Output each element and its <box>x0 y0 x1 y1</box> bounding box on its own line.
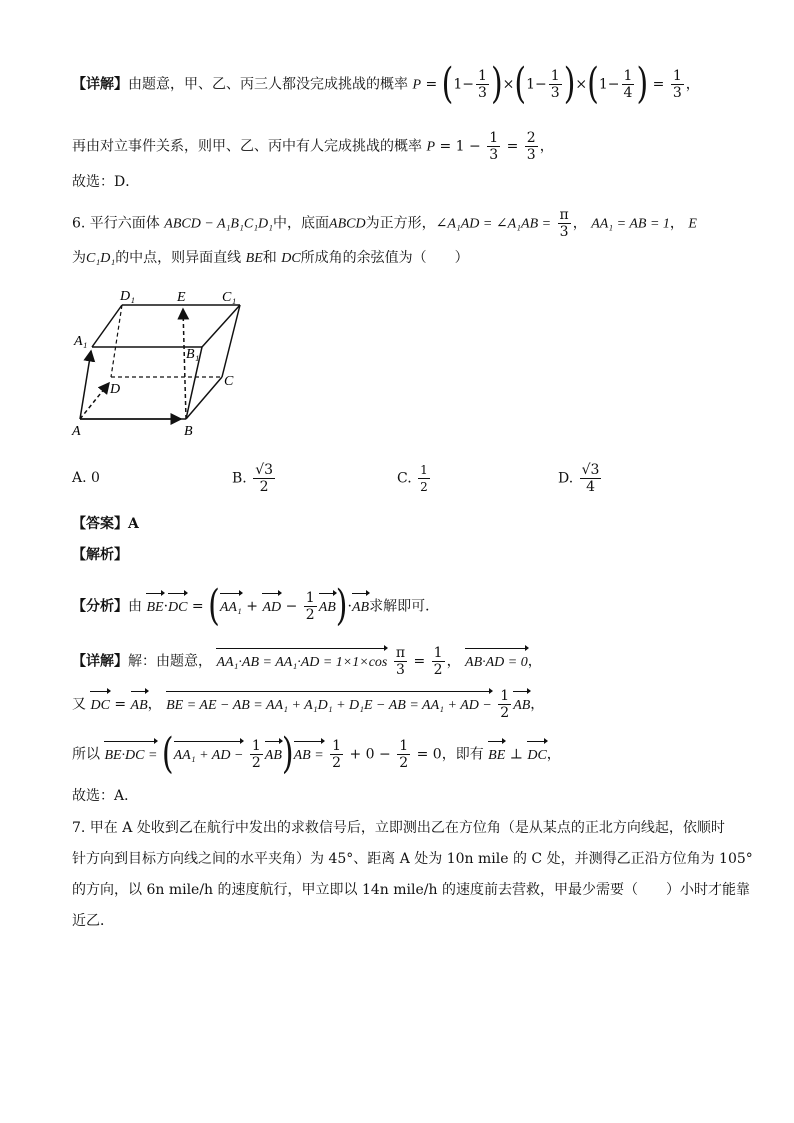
vec: BE <box>146 592 163 618</box>
label-e: E <box>177 290 186 305</box>
text: 6. 平行六面体 <box>72 215 160 232</box>
paren: ( <box>161 729 174 779</box>
detail-tag: 【详解】 <box>72 76 128 93</box>
fraction <box>330 738 343 771</box>
fraction <box>476 68 489 101</box>
num: 1 <box>453 76 463 93</box>
text: 所成角的余弦值为（ ） <box>300 250 469 266</box>
text: 中，底面 <box>273 215 330 232</box>
label-c1: C₁ <box>222 290 237 305</box>
q7-line-2: 针方向到目标方向线之间的水平夹角）为 45°、距离 A 处为 10n mile 的 C 处，并测得乙正沿方位角为 105° <box>72 851 753 867</box>
expr: = 0 <box>416 746 442 763</box>
vec: AB <box>352 592 369 618</box>
denominator: 3 <box>478 85 487 101</box>
numerator: 1 <box>399 738 409 754</box>
minus: − <box>462 76 475 93</box>
solution-line-2 <box>72 130 554 163</box>
expr: BE·DC = <box>104 740 157 766</box>
label-b: B <box>184 424 193 439</box>
vec: AB <box>131 690 148 716</box>
paren: ( <box>514 59 527 109</box>
detail-line-2 <box>72 688 544 721</box>
fraction <box>418 462 430 495</box>
detail-line-1 <box>72 645 542 678</box>
expr: BE = AE − AB = AA₁ + A₁D₁ + D₁E − AB = AA₁ + AD − <box>166 690 492 716</box>
comma: ， <box>539 138 554 155</box>
text: 为 <box>72 250 86 266</box>
label-d1: D₁ <box>120 289 135 304</box>
paren: ) <box>490 59 503 109</box>
numerator: π <box>559 207 569 223</box>
label: C. <box>397 470 412 487</box>
eq: = <box>191 598 204 615</box>
label-c: C <box>224 374 234 389</box>
numerator: 1 <box>305 590 315 606</box>
paren: ) <box>636 59 649 109</box>
denominator: 2 <box>305 607 315 623</box>
times: × <box>575 76 588 93</box>
tag: 【分析】 <box>72 598 128 615</box>
dot: · <box>347 598 352 615</box>
fraction <box>487 130 500 163</box>
label-b1: B₁ <box>186 347 200 362</box>
numerator: π <box>395 645 406 661</box>
paren: ) <box>281 729 294 779</box>
fraction <box>394 645 407 678</box>
vector-be <box>183 309 186 419</box>
paren: ( <box>441 59 454 109</box>
fraction <box>580 462 602 495</box>
numerator: 1 <box>550 68 560 84</box>
paren: ( <box>587 59 599 109</box>
tag: 【详解】 <box>72 653 128 670</box>
q7-line-4: 近乙． <box>72 913 114 929</box>
paren: ) <box>563 59 576 109</box>
vec: AA₁ <box>220 592 242 618</box>
eq: = <box>425 76 438 93</box>
comma: ， <box>530 696 545 713</box>
numerator: 1 <box>500 688 510 704</box>
denominator: 2 <box>399 755 409 771</box>
choose-d: 故选：D． <box>72 174 140 190</box>
fraction <box>304 590 317 623</box>
vec: AB <box>513 690 530 716</box>
denominator: 2 <box>332 755 342 771</box>
fraction <box>671 68 684 101</box>
eq: = <box>506 138 519 155</box>
hidden-edge <box>111 305 122 377</box>
choose-a: 故选：A． <box>72 788 139 804</box>
label: B. <box>232 470 247 487</box>
minus: − <box>285 598 298 615</box>
analysis-line <box>72 581 440 631</box>
plus: + <box>246 598 258 615</box>
expr: + 0 − <box>349 746 391 763</box>
option-b[interactable] <box>232 462 277 495</box>
vec: AB <box>265 740 282 766</box>
vec: AB <box>319 592 336 618</box>
perp: ⊥ <box>509 746 523 763</box>
comma: ， <box>572 215 587 232</box>
expr: AA₁ + AD − <box>174 740 244 766</box>
numerator: 2 <box>526 130 536 146</box>
vec: DC <box>90 690 109 716</box>
denominator: 2 <box>251 755 261 771</box>
fraction <box>622 68 635 101</box>
answer-line: 【答案】A <box>72 516 139 532</box>
text: 所以 <box>72 746 100 763</box>
comma: ， <box>685 76 700 93</box>
label-d: D <box>110 382 121 397</box>
vec: AD <box>262 592 281 618</box>
comma: ， <box>527 653 542 670</box>
angle-expr: ∠A₁AD = ∠A₁AB = <box>435 216 552 232</box>
label: D. <box>558 470 574 487</box>
num: 1 <box>526 76 536 93</box>
fraction <box>397 738 410 771</box>
line-dc: DC <box>281 251 301 266</box>
denominator: 4 <box>623 85 633 101</box>
parallelepiped-figure <box>62 285 262 445</box>
segment: C₁D₁ <box>86 251 116 266</box>
text: 求解即可． <box>369 598 440 615</box>
fraction <box>432 645 445 678</box>
label-a: A <box>72 424 81 439</box>
numerator: 1 <box>420 463 428 477</box>
text: 由题意，甲、乙、丙三人都没完成挑战的概率 <box>128 76 408 93</box>
numerator: 1 <box>623 68 633 84</box>
numerator: 1 <box>251 738 261 754</box>
eq: = <box>114 696 127 713</box>
vec: AB = <box>294 740 324 766</box>
option-d[interactable] <box>558 462 603 495</box>
denominator: 2 <box>433 662 443 678</box>
expr: AA₁·AB = AA₁·AD = 1×1×cos <box>216 647 387 673</box>
numerator: √3 <box>581 462 600 478</box>
expr: AB·AD = 0 <box>465 647 528 673</box>
fraction <box>253 462 275 495</box>
var-p: P <box>412 77 422 93</box>
fraction <box>498 688 511 721</box>
solid-name: ABCD − A₁B₁C₁D₁ <box>164 216 274 232</box>
text: 和 <box>262 250 277 266</box>
point-e: E <box>688 216 697 232</box>
fraction <box>558 207 571 240</box>
denominator: 3 <box>550 85 560 101</box>
text: ，即有 <box>441 746 484 763</box>
fraction <box>250 738 263 771</box>
comma: ， <box>446 653 461 670</box>
vec: BE <box>488 740 505 766</box>
numerator: 1 <box>478 68 487 84</box>
text: 再由对立事件关系，则甲、乙、丙中有人完成挑战的概率 <box>72 138 422 155</box>
num: 1 <box>598 76 608 93</box>
denominator: 2 <box>259 479 269 495</box>
comma: ， <box>669 215 684 232</box>
numerator: 1 <box>672 68 682 84</box>
text: 由 <box>128 598 142 615</box>
denominator: 2 <box>500 705 510 721</box>
fraction <box>549 68 562 101</box>
denominator: 3 <box>395 662 405 678</box>
denominator: 4 <box>586 479 596 495</box>
minus: − <box>535 76 547 93</box>
denominator: 2 <box>420 480 428 494</box>
length-expr: AA₁ = AB = 1 <box>591 216 670 232</box>
text: 解：由题意， <box>128 653 212 670</box>
fraction <box>525 130 538 163</box>
numerator: 1 <box>489 130 499 146</box>
vec: DC <box>527 740 546 766</box>
text: 为正方形， <box>365 215 436 232</box>
edge <box>92 305 122 347</box>
option-c[interactable] <box>397 462 432 495</box>
times: × <box>502 76 515 93</box>
q7-line-1: 7. 甲在 A 处收到乙在航行中发出的求救信号后，立即测出乙在方位角（是从某点的正北方向线起，依顺时 <box>72 820 725 836</box>
numerator: 1 <box>332 738 342 754</box>
denominator: 3 <box>559 224 569 240</box>
paren: ( <box>208 581 220 631</box>
paren: ) <box>335 581 348 631</box>
line-be: BE <box>245 251 263 266</box>
text: 的中点，则异面直线 <box>115 250 242 266</box>
denominator: 3 <box>489 147 499 163</box>
option-a[interactable]: A. 0 <box>72 470 100 486</box>
q6-line-1 <box>72 207 697 240</box>
dot: · <box>163 598 169 615</box>
numerator: √3 <box>255 462 274 478</box>
analysis-tag: 【解析】 <box>72 547 128 563</box>
var-p: P <box>426 139 436 155</box>
q6-line-2 <box>72 248 469 269</box>
base-name: ABCD <box>329 216 366 232</box>
text: 又 <box>72 696 86 713</box>
solution-line-1 <box>72 59 700 109</box>
vec: DC <box>168 592 187 618</box>
eq: = <box>413 653 426 670</box>
vector-aa1 <box>80 351 91 419</box>
expr: = 1 − <box>439 138 481 155</box>
denominator: 3 <box>672 85 682 101</box>
comma: ， <box>147 696 162 713</box>
detail-line-3 <box>72 729 561 779</box>
comma: ， <box>546 746 561 763</box>
q7-line-3: 的方向，以 6n mile/h 的速度航行，甲立即以 14n mile/h 的速度前去营救，甲最少需要（ ）小时才能靠 <box>72 882 750 898</box>
label-a1: A₁ <box>74 334 88 349</box>
minus: − <box>607 76 620 93</box>
numerator: 1 <box>433 645 443 661</box>
denominator: 3 <box>526 147 536 163</box>
eq: = <box>652 76 665 93</box>
